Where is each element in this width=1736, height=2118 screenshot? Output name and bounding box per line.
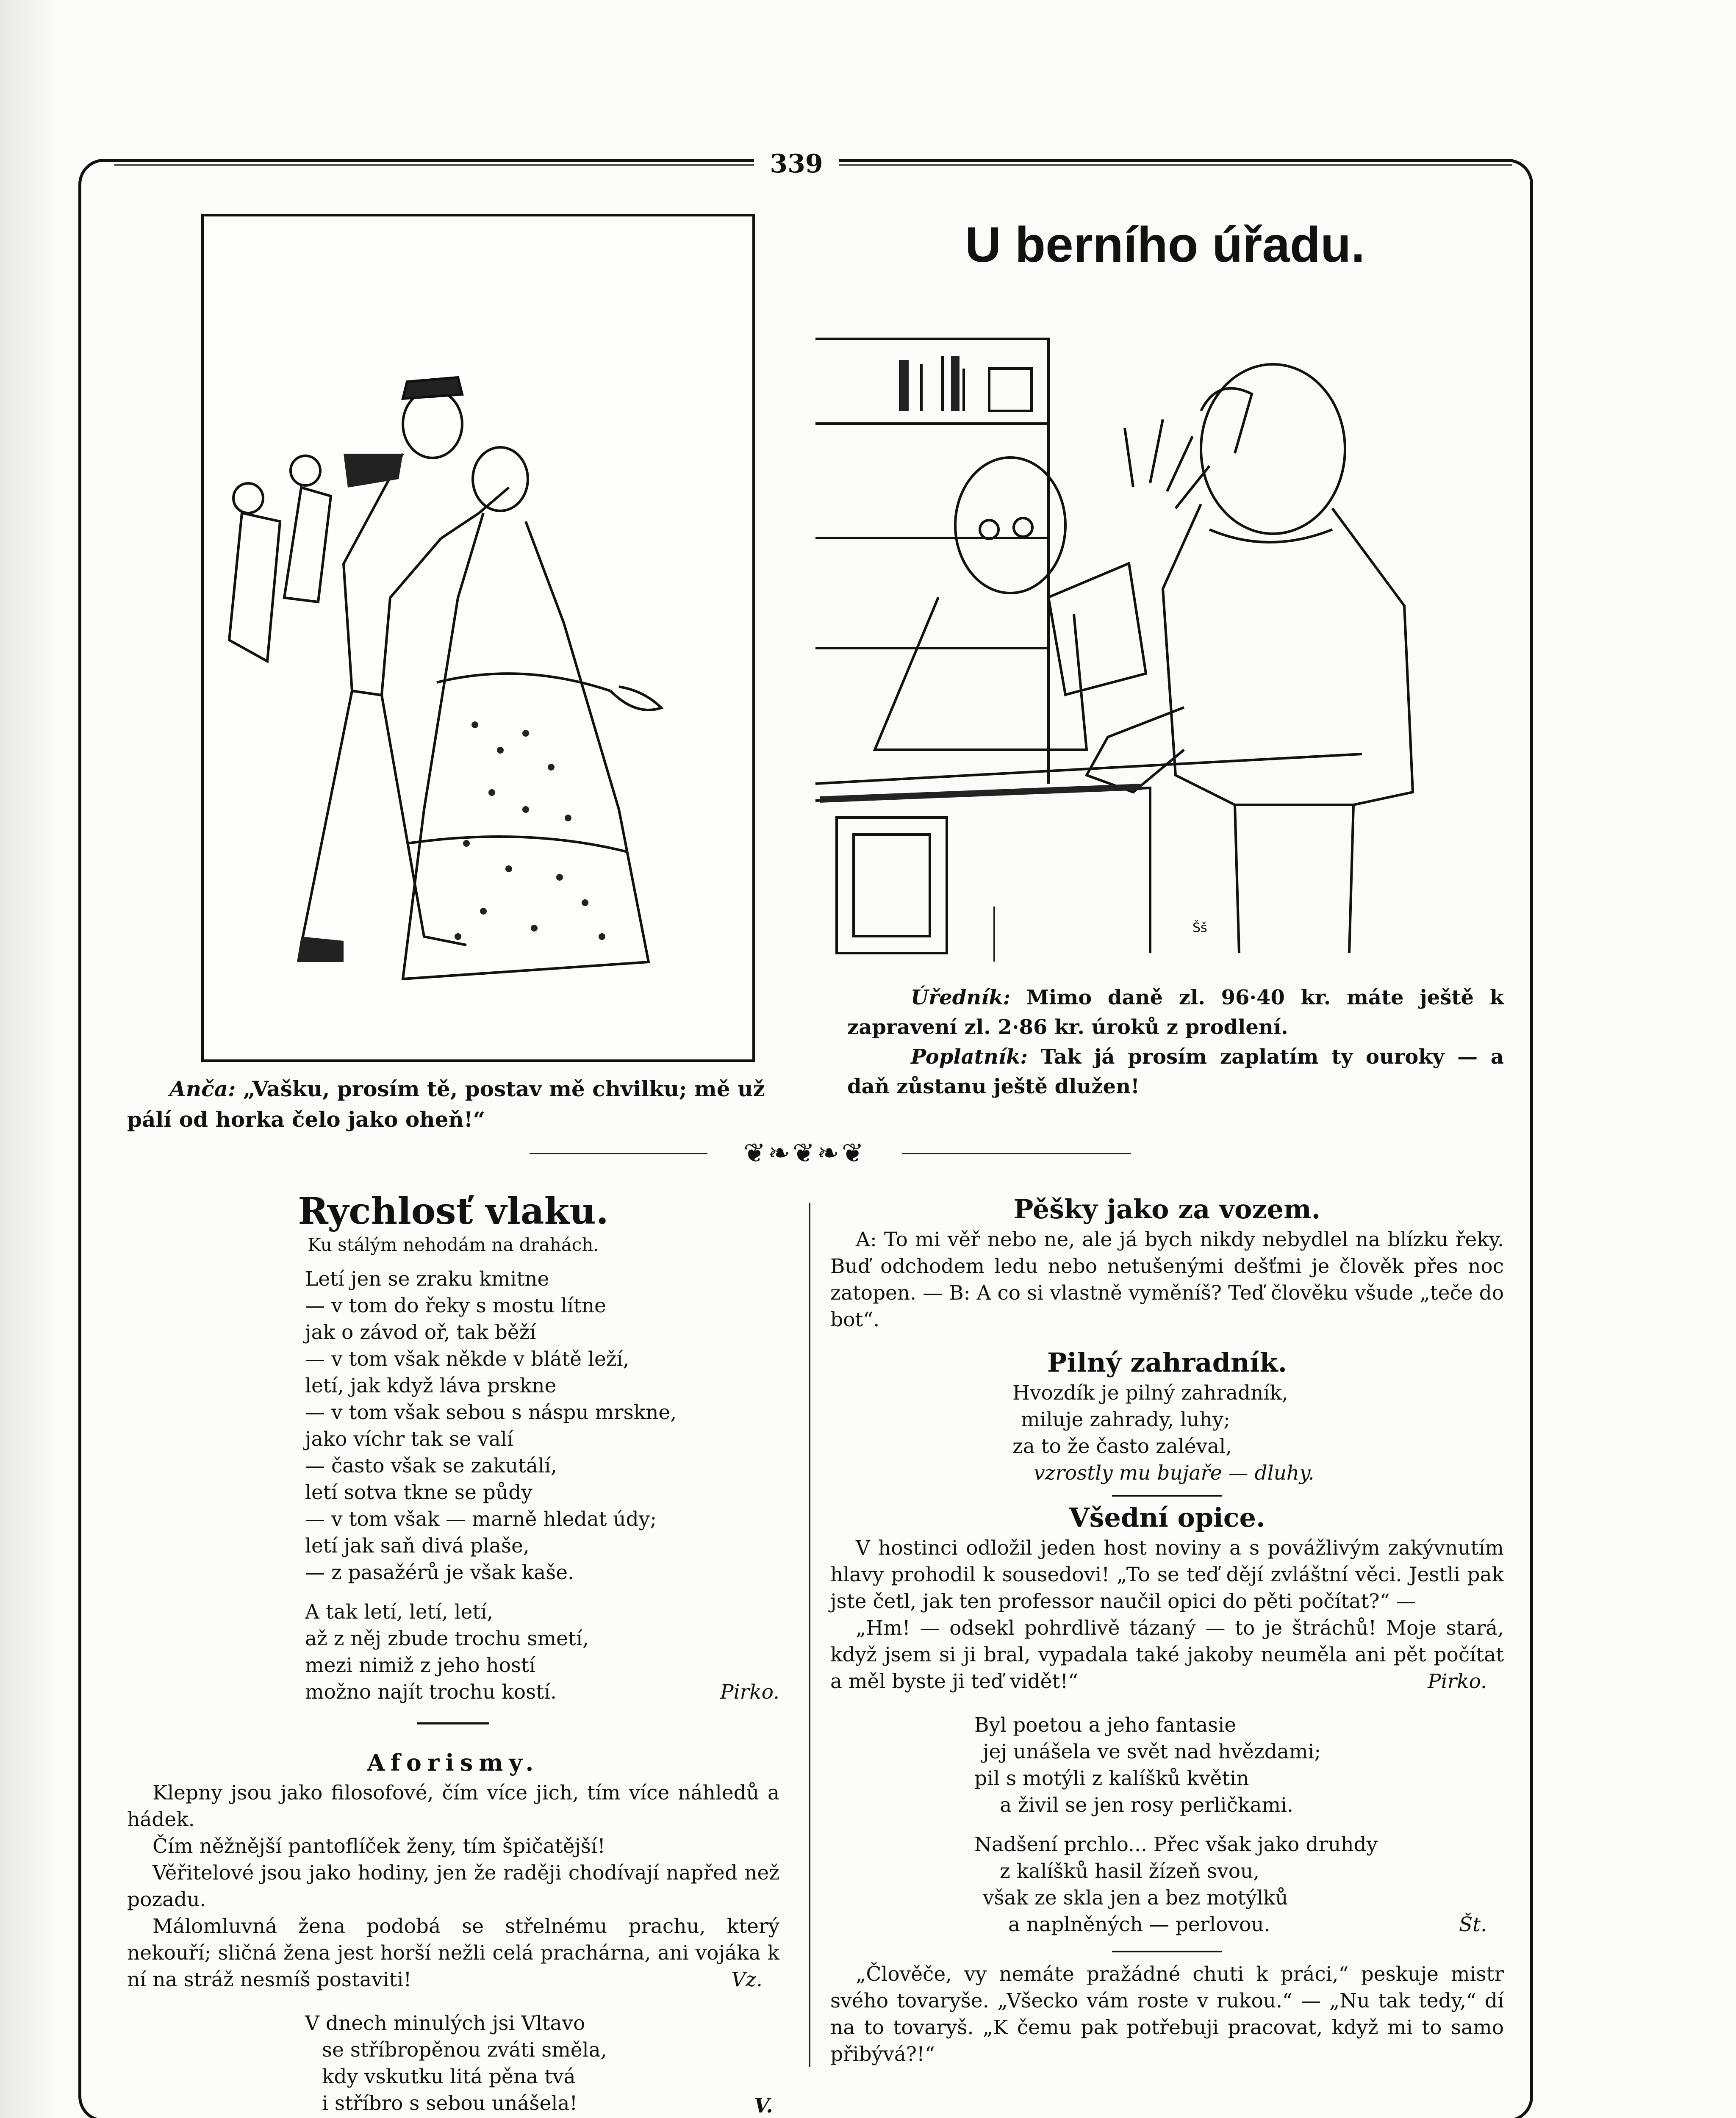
train-poem-subtitle: Ku stálým nehodám na drahách. — [308, 1234, 599, 1255]
poet-stanza-1 — [974, 1712, 1504, 1819]
aphorisms-author: Vz. — [731, 1968, 763, 1991]
poem-line: možno najít trochu kostí. — [305, 1680, 557, 1704]
verse-line: Nadšení prchlo... Přec však jako druhdy — [974, 1833, 1378, 1856]
poet-stanza-2 — [974, 1831, 1504, 1938]
verse-line: Hvozdík je pilný zahradník, — [1012, 1381, 1288, 1405]
aphorism-item: Věřitelové jsou jako hodiny, jen že raději chodívají napřed než pozadu. — [127, 1861, 779, 1911]
cartoon-text-1: Mimo daně zl. 96·40 kr. máte ještě k zapravení zl. 2·86 kr. úroků z prodlení. — [847, 986, 1504, 1039]
verse-line: za to že často zaléval, — [1012, 1435, 1232, 1458]
ornament-rule-right — [902, 1153, 1131, 1154]
verse-line: však ze skla jen a bez motýlků — [983, 1886, 1288, 1910]
train-poem-title: Rychlosť vlaku. — [298, 1190, 609, 1233]
artist-mark: Šš — [1192, 920, 1207, 935]
page-number: 339 — [754, 149, 839, 179]
cartoon-speaker-1: Úředník: — [911, 986, 1011, 1009]
poem-line: — z pasažérů je však kaše. — [305, 1561, 574, 1584]
verse-line: a naplněných — perlovou. — [1008, 1913, 1270, 1936]
verse-line: z kalíšků hasil žízeň svou, — [1000, 1860, 1260, 1883]
verse-line: V dnech minulých jsi Vltavo — [305, 2012, 585, 2035]
ornament-divider: ❦❧❦❧❦ — [743, 1137, 866, 1168]
ornament-rule-left — [530, 1153, 707, 1154]
vltava-verse — [305, 2010, 779, 2117]
poem-line: mezi nimiž z jeho hostí — [305, 1654, 535, 1677]
train-poem-author: Pirko. — [720, 1680, 779, 1704]
poem-line: — v tom však někde v blátě leží, — [305, 1347, 630, 1371]
vltava-verse-author: V. — [754, 2094, 773, 2118]
left-caption — [127, 1074, 771, 1135]
poem-line: letí jak saň divá plaše, — [305, 1534, 530, 1558]
poem-line: až z něj zbude trochu smetí, — [305, 1627, 589, 1650]
poem-line: letí sotva tkne se půdy — [305, 1481, 532, 1504]
poet-author: Št. — [1459, 1913, 1487, 1936]
cartoon-illustration — [811, 326, 1498, 957]
poem-line: jak o závod oř, tak běží — [305, 1321, 536, 1344]
verse-line: kdy vskutku litá pěna tvá — [322, 2065, 576, 2088]
aphorism-item: Málomluvná žena podobá se střelnému prachu, který nekouří; sličná žena jest horší nežli celá prachárna, ani vojáka k ní na stráž nesmíš postaviti! — [127, 1915, 779, 1991]
cartoon-text-2: Tak já prosím zaplatím ty ouroky — a daň zůstanu ještě dlužen! — [847, 1045, 1504, 1098]
aphorism-item: Čím něžnější pantoflíček ženy, tím špičatější! — [153, 1835, 605, 1858]
poem-line: — v tom však — marně hledat údy; — [305, 1508, 657, 1531]
train-poem-stanza-1 — [305, 1266, 779, 1586]
verse-line: a živil se jen rosy perličkami. — [1000, 1794, 1293, 1817]
short-rule — [417, 1722, 489, 1724]
monkey-para-1: V hostinci odložil jeden host noviny a s povážlivým zakývnutím hlavy prohodil k sousedovi! „To se teď dějí zvláštní věci. Jestli pak jste četl, jak ten professor naučil opici do pěti počítat?“ — — [830, 1536, 1504, 1613]
cartoon-caption — [847, 983, 1504, 1101]
cartoon-stand-line — [993, 907, 995, 962]
poem-line: letí, jak když láva prskne — [305, 1374, 557, 1397]
cartoon-title: U berního úřadu. — [965, 217, 1365, 273]
verse-line: jej unášela ve svět nad hvězdami; — [983, 1740, 1321, 1763]
binding-shadow — [0, 0, 59, 2118]
dance-illustration — [201, 214, 755, 1062]
column-divider — [809, 1203, 810, 2067]
right-column — [830, 1192, 1504, 2068]
poem-line: — často však se zakutálí, — [305, 1454, 557, 1478]
monkey-para-2: „Hm! — odsekl pohrdlivě tázaný — to je štráchů! Moje stará, když jsem si ji bral, vypadala také jakoby neuměla ani pět počítat a měl byste ji teď vidět!“ — [830, 1616, 1504, 1693]
poem-line: — v tom do řeky s mostu lítne — [305, 1294, 606, 1317]
verse-line: se stříbropěnou zváti směla, — [322, 2038, 607, 2062]
verse-line: i stříbro s sebou unášela! — [322, 2092, 578, 2115]
aphorisms-title: Aforismy. — [367, 1749, 540, 1776]
poem-line: Letí jen se zraku kmitne — [305, 1267, 549, 1291]
cartoon-speaker-2: Poplatník: — [911, 1045, 1028, 1069]
gardener-verse — [1012, 1380, 1504, 1486]
walk-title: Pěšky jako za vozem. — [1013, 1194, 1321, 1225]
section-rule — [1112, 1495, 1222, 1497]
work-joke-text: „Člověče, vy nemáte pražádné chuti k práci,“ peskuje mistr svého tovaryše. „Všecko vám roste v rukou.“ — „Nu tak tedy,“ dí na to tovaryš. „K čemu pak potřebuji pracovat, když mi to samo přibývá?!“ — [830, 1963, 1504, 2066]
dance-drawing — [204, 216, 752, 1059]
left-column — [127, 1190, 779, 2117]
verse-line: pil s motýli z kalíšků květin — [974, 1767, 1249, 1790]
monkey-title: Všední opice. — [1069, 1502, 1265, 1533]
section-rule — [1112, 1951, 1222, 1952]
poem-line: A tak letí, letí, letí, — [305, 1600, 494, 1624]
left-caption-text: „Vašku, prosím tě, postav mě chvilku; mě už pálí od horka čelo jako oheň!“ — [127, 1076, 765, 1132]
walk-text: A: To mi věř nebo ne, ale já bych nikdy nebydlel na blízku řeky. Buď odchodem ledu nebo netušenými dešťmi je člověk přes noc zatopen. — B: A co si vlastně vyměníš? Teď člověku všude „teče do bot“. — [830, 1228, 1504, 1331]
poem-line: — v tom však sebou s náspu mrskne, — [305, 1401, 677, 1424]
verse-line: miluje zahrady, luhy; — [1021, 1408, 1231, 1431]
poem-line: jako víchr tak se valí — [305, 1428, 513, 1451]
aphorism-item: Klepny jsou jako filosofové, čím více jich, tím více náhledů a hádek. — [127, 1781, 779, 1831]
monkey-author: Pirko. — [1427, 1670, 1487, 1693]
train-poem-stanza-2 — [305, 1599, 779, 1705]
verse-line: vzrostly mu bujaře — dluhy. — [1034, 1461, 1314, 1485]
gardener-title: Pilný zahradník. — [1047, 1347, 1287, 1378]
left-caption-speaker: Anča: — [169, 1076, 236, 1101]
tax-office-drawing — [811, 326, 1498, 957]
verse-line: Byl poetou a jeho fantasie — [974, 1713, 1237, 1737]
